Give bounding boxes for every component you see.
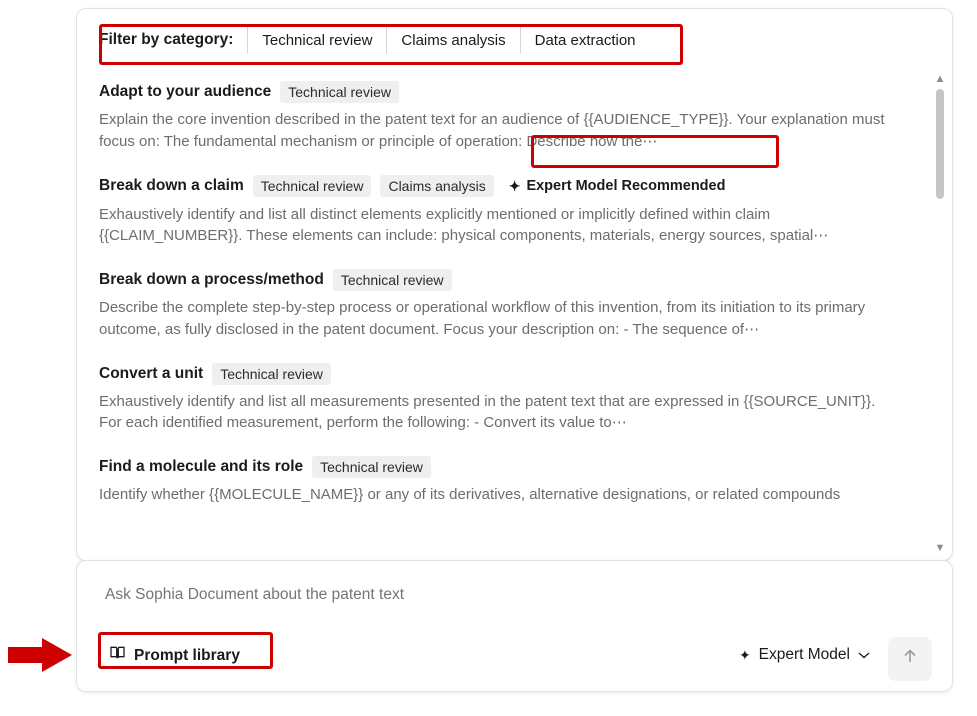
filter-by-category-label: Filter by category: xyxy=(99,31,234,48)
category-chip-technical-review[interactable]: Technical review xyxy=(247,27,386,54)
bolt-icon: ✦ xyxy=(508,177,521,194)
prompt-title: Find a molecule and its role xyxy=(99,458,304,475)
prompt-header xyxy=(99,81,912,103)
prompt-tag: Technical review xyxy=(212,363,331,385)
list-item[interactable] xyxy=(99,269,912,341)
chevron-down-icon xyxy=(858,648,870,662)
prompt-list-scrollbar[interactable] xyxy=(934,73,946,554)
composer-toolbar xyxy=(77,629,952,691)
expert-model-recommended-label: Expert Model Recommended xyxy=(526,178,726,194)
prompt-description: Exhaustively identify and list all distinct elements explicitly mentioned or implicitly defined within claim {{CLAIM_NUMBER}}. These elements can include: physical components, materials, energy sources, spatial⋯ xyxy=(99,205,829,245)
category-filter-bar xyxy=(77,9,952,67)
prompt-tag: Claims analysis xyxy=(380,175,493,197)
model-selector-label: Expert Model xyxy=(758,646,850,663)
prompt-library-label: Prompt library xyxy=(134,646,240,664)
prompt-description: Explain the core invention described in the patent text for an audience of {{AUDIENCE_TYPE}}. Your explanation must focus on: The fundamental mechanism or principle of operation: Describe how the⋯ xyxy=(99,111,885,150)
book-icon xyxy=(109,645,126,666)
prompt-title: Convert a unit xyxy=(99,364,204,382)
scroll-up-arrow-icon[interactable]: ▲ xyxy=(934,73,946,85)
prompt-header xyxy=(99,269,912,291)
prompt-tag: Technical review xyxy=(280,81,399,103)
scrollbar-thumb[interactable] xyxy=(936,89,944,199)
list-item[interactable] xyxy=(99,81,912,153)
prompt-header xyxy=(99,456,912,478)
expert-model-recommended-badge xyxy=(503,175,732,198)
scroll-down-arrow-icon[interactable]: ▼ xyxy=(934,542,946,554)
send-button[interactable] xyxy=(888,637,932,681)
prompt-library-button[interactable] xyxy=(103,639,246,672)
prompt-description: Identify whether {{MOLECULE_NAME}} or any of its derivatives, alternative designations, or related compounds xyxy=(99,486,841,503)
prompt-title: Break down a claim xyxy=(99,177,244,194)
prompt-tag: Technical review xyxy=(333,269,452,291)
bolt-icon: ✦ xyxy=(738,646,751,663)
prompt-description: Describe the complete step-by-step process or operational workflow of this invention, from its initiation to its primary outcome, as fully disclosed in the patent document. Focus your description on: - The sequence of⋯ xyxy=(99,299,866,338)
prompt-tag: Technical review xyxy=(312,456,431,478)
prompt-header xyxy=(99,363,912,385)
list-item[interactable] xyxy=(99,175,912,248)
list-item[interactable] xyxy=(99,456,912,506)
prompt-title: Break down a process/method xyxy=(99,271,324,288)
annotation-arrow-icon xyxy=(8,637,74,673)
model-selector[interactable] xyxy=(733,645,876,665)
prompt-library-panel xyxy=(76,8,953,561)
prompt-list-container xyxy=(77,67,952,560)
prompt-title: Adapt to your audience xyxy=(99,83,272,100)
chat-input[interactable] xyxy=(103,585,803,605)
category-chip-data-extraction[interactable]: Data extraction xyxy=(520,27,650,54)
prompt-description: Exhaustively identify and list all measurements presented in the patent text that are expressed in {{SOURCE_UNIT}}. For each identified measurement, perform the following: - Convert its value to⋯ xyxy=(99,392,876,432)
list-item[interactable] xyxy=(99,363,912,435)
prompt-tag: Technical review xyxy=(253,175,372,197)
prompt-header xyxy=(99,175,912,198)
composer-panel xyxy=(76,560,953,692)
category-chip-claims-analysis[interactable]: Claims analysis xyxy=(386,27,519,54)
prompt-list xyxy=(77,67,930,560)
